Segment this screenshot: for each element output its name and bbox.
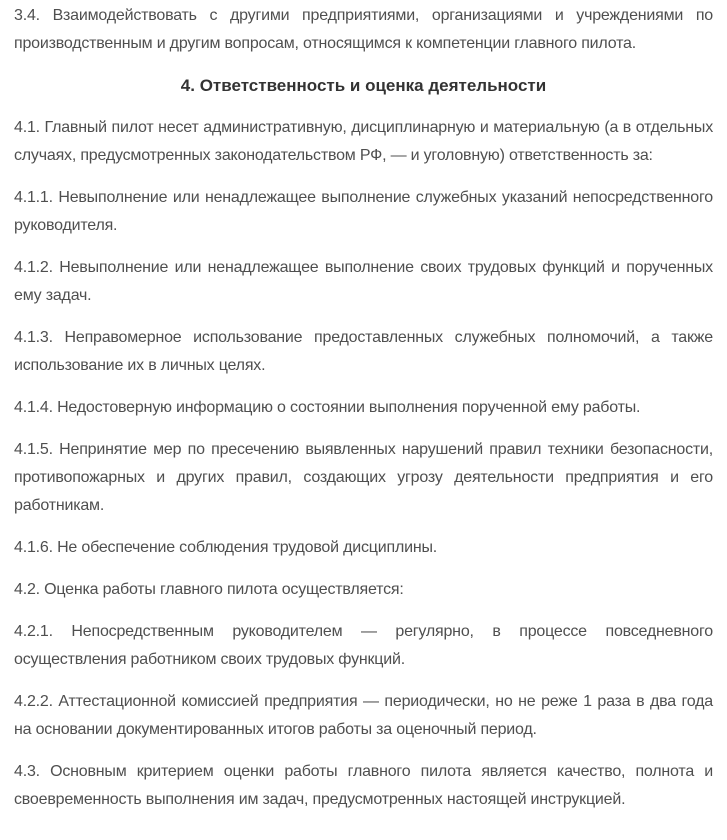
- paragraph-4-3: 4.3. Основным критерием оценки работы главного пилота является качество, полнота и своевременность выполнения им задач, предусмотренных настоящей инструкцией.: [14, 763, 713, 808]
- paragraph-4-2-2: 4.2.2. Аттестационной комиссией предприятия — периодически, но не реже 1 раза в два года на основании документированных итогов работы за оценочный период.: [14, 693, 713, 738]
- paragraph-4-2-1: 4.2.1. Непосредственным руководителем — регулярно, в процессе повседневного осуществления работником своих трудовых функций.: [14, 623, 713, 668]
- paragraph-4-1-1: 4.1.1. Невыполнение или ненадлежащее выполнение служебных указаний непосредственного руководителя.: [14, 189, 713, 234]
- paragraph-4-1-2: 4.1.2. Невыполнение или ненадлежащее выполнение своих трудовых функций и порученных ему задач.: [14, 259, 713, 304]
- paragraph-4-1-5: 4.1.5. Непринятие мер по пресечению выявленных нарушений правил техники безопасности, противопожарных и других правил, создающих угрозу деятельности предприятия и его работникам.: [14, 441, 713, 514]
- paragraph-4-1-6: 4.1.6. Не обеспечение соблюдения трудовой дисциплины.: [14, 539, 438, 556]
- paragraph-4-2: 4.2. Оценка работы главного пилота осуществляется:: [14, 581, 404, 598]
- paragraph-3-4: 3.4. Взаимодействовать с другими предприятиями, организациями и учреждениями по производственным и другим вопросам, относящимся к компетенции главного пилота.: [14, 7, 713, 52]
- section-heading-4: 4. Ответственность и оценка деятельности: [180, 76, 547, 95]
- paragraph-4-1-4: 4.1.4. Недостоверную информацию о состоянии выполнения порученной ему работы.: [14, 399, 641, 416]
- paragraph-4-1: 4.1. Главный пилот несет административную, дисциплинарную и материальную (а в отдельных случаях, предусмотренных законодательством РФ, — и уголовную) ответственность за:: [14, 119, 713, 164]
- paragraph-4-1-3: 4.1.3. Неправомерное использование предоставленных служебных полномочий, а также использование их в личных целях.: [14, 329, 713, 374]
